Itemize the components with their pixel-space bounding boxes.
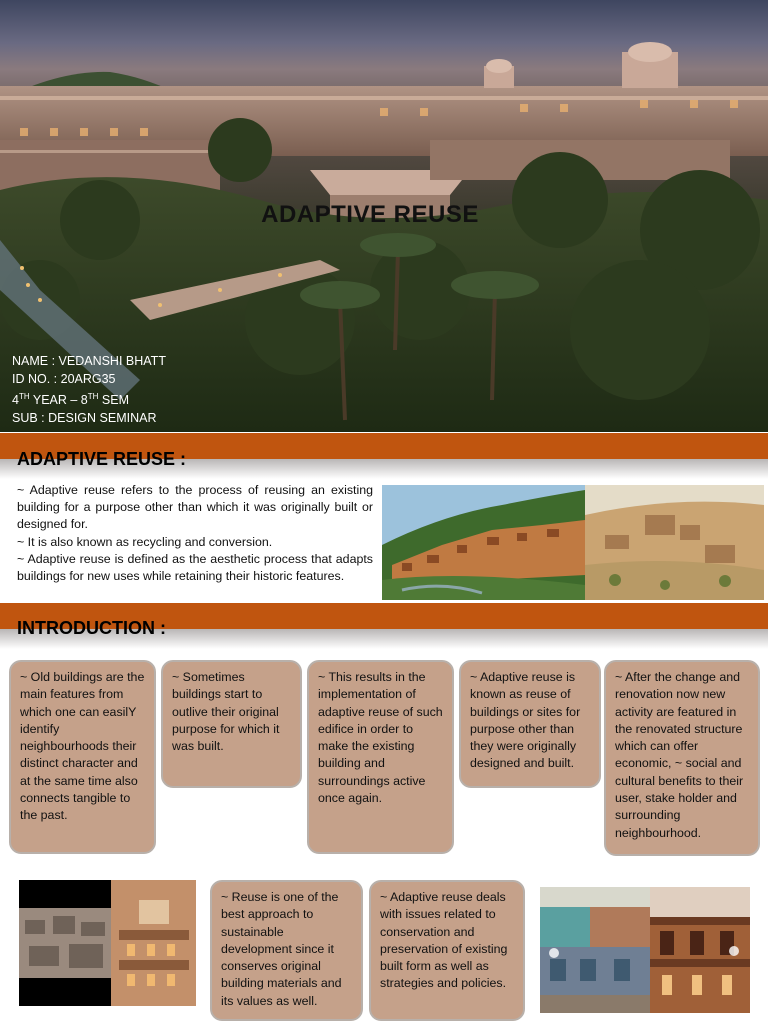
year-text: YEAR – 8	[29, 393, 88, 408]
bottom-box-1: ~ Reuse is one of the best approach to sustainable development since it conserves original building materials and its values as well.	[210, 880, 363, 1021]
adaptive-reuse-heading: ADAPTIVE REUSE :	[17, 449, 187, 469]
student-name: NAME : VEDANSHI BHATT	[12, 354, 166, 368]
adaptive-reuse-definition	[17, 482, 373, 585]
introduction-heading: INTRODUCTION :	[17, 618, 166, 638]
student-subject: SUB : DESIGN SEMINAR	[12, 410, 157, 425]
sem-text: SEM	[98, 393, 129, 408]
intro-box-3: ~ This results in the implementation of adaptive reuse of such edifice in order to make the existing building and surroundings active once again.	[307, 660, 454, 854]
definition-paragraph-1: ~ Adaptive reuse refers to the process of reusing an existing building for a purpose other than which it was originally built or designed for.	[17, 483, 373, 532]
intro-box-4: ~ Adaptive reuse is known as reuse of buildings or sites for purpose other than they were originally designed and built.	[459, 660, 601, 788]
student-info	[12, 353, 166, 427]
year-number: 4	[12, 393, 19, 408]
bottom-box-2: ~ Adaptive reuse deals with issues related to conservation and preservation of existing built form as well as strategies and policies.	[369, 880, 525, 1021]
poster-title: ADAPTIVE REUSE	[261, 201, 479, 228]
old-haveli-collage-photo	[19, 880, 196, 1006]
student-year	[12, 388, 166, 410]
hero-banner	[0, 0, 768, 432]
student-id: ID NO. : 20ARG35	[12, 371, 116, 386]
intro-box-1: ~ Old buildings are the main features from which one can easilY identify neighbourhoods their distinct character and at the same time also connects tangible to the past.	[9, 660, 156, 854]
intro-box-2: ~ Sometimes buildings start to outlive their original purpose for which it was built.	[161, 660, 302, 788]
courtyard-balcony-photo	[650, 887, 750, 1013]
definition-paragraph-3: ~ Adaptive reuse is defined as the aesthetic process that adapts buildings for new uses while retaining their historic features.	[17, 551, 373, 584]
definition-paragraph-2: ~ It is also known as recycling and conversion.	[17, 534, 273, 549]
year-suffix: TH	[18, 392, 30, 401]
fort-hillside-photo	[382, 485, 585, 600]
street-facade-photo	[540, 887, 650, 1013]
intro-box-5: ~ After the change and renovation now new activity are featured in the renovated structure which can offer economic, ~ social and cultural benefits to their user, stake holder and surrounding neighbourhood.	[604, 660, 760, 856]
desert-ruins-photo	[585, 485, 764, 600]
sem-suffix: TH	[87, 392, 99, 401]
